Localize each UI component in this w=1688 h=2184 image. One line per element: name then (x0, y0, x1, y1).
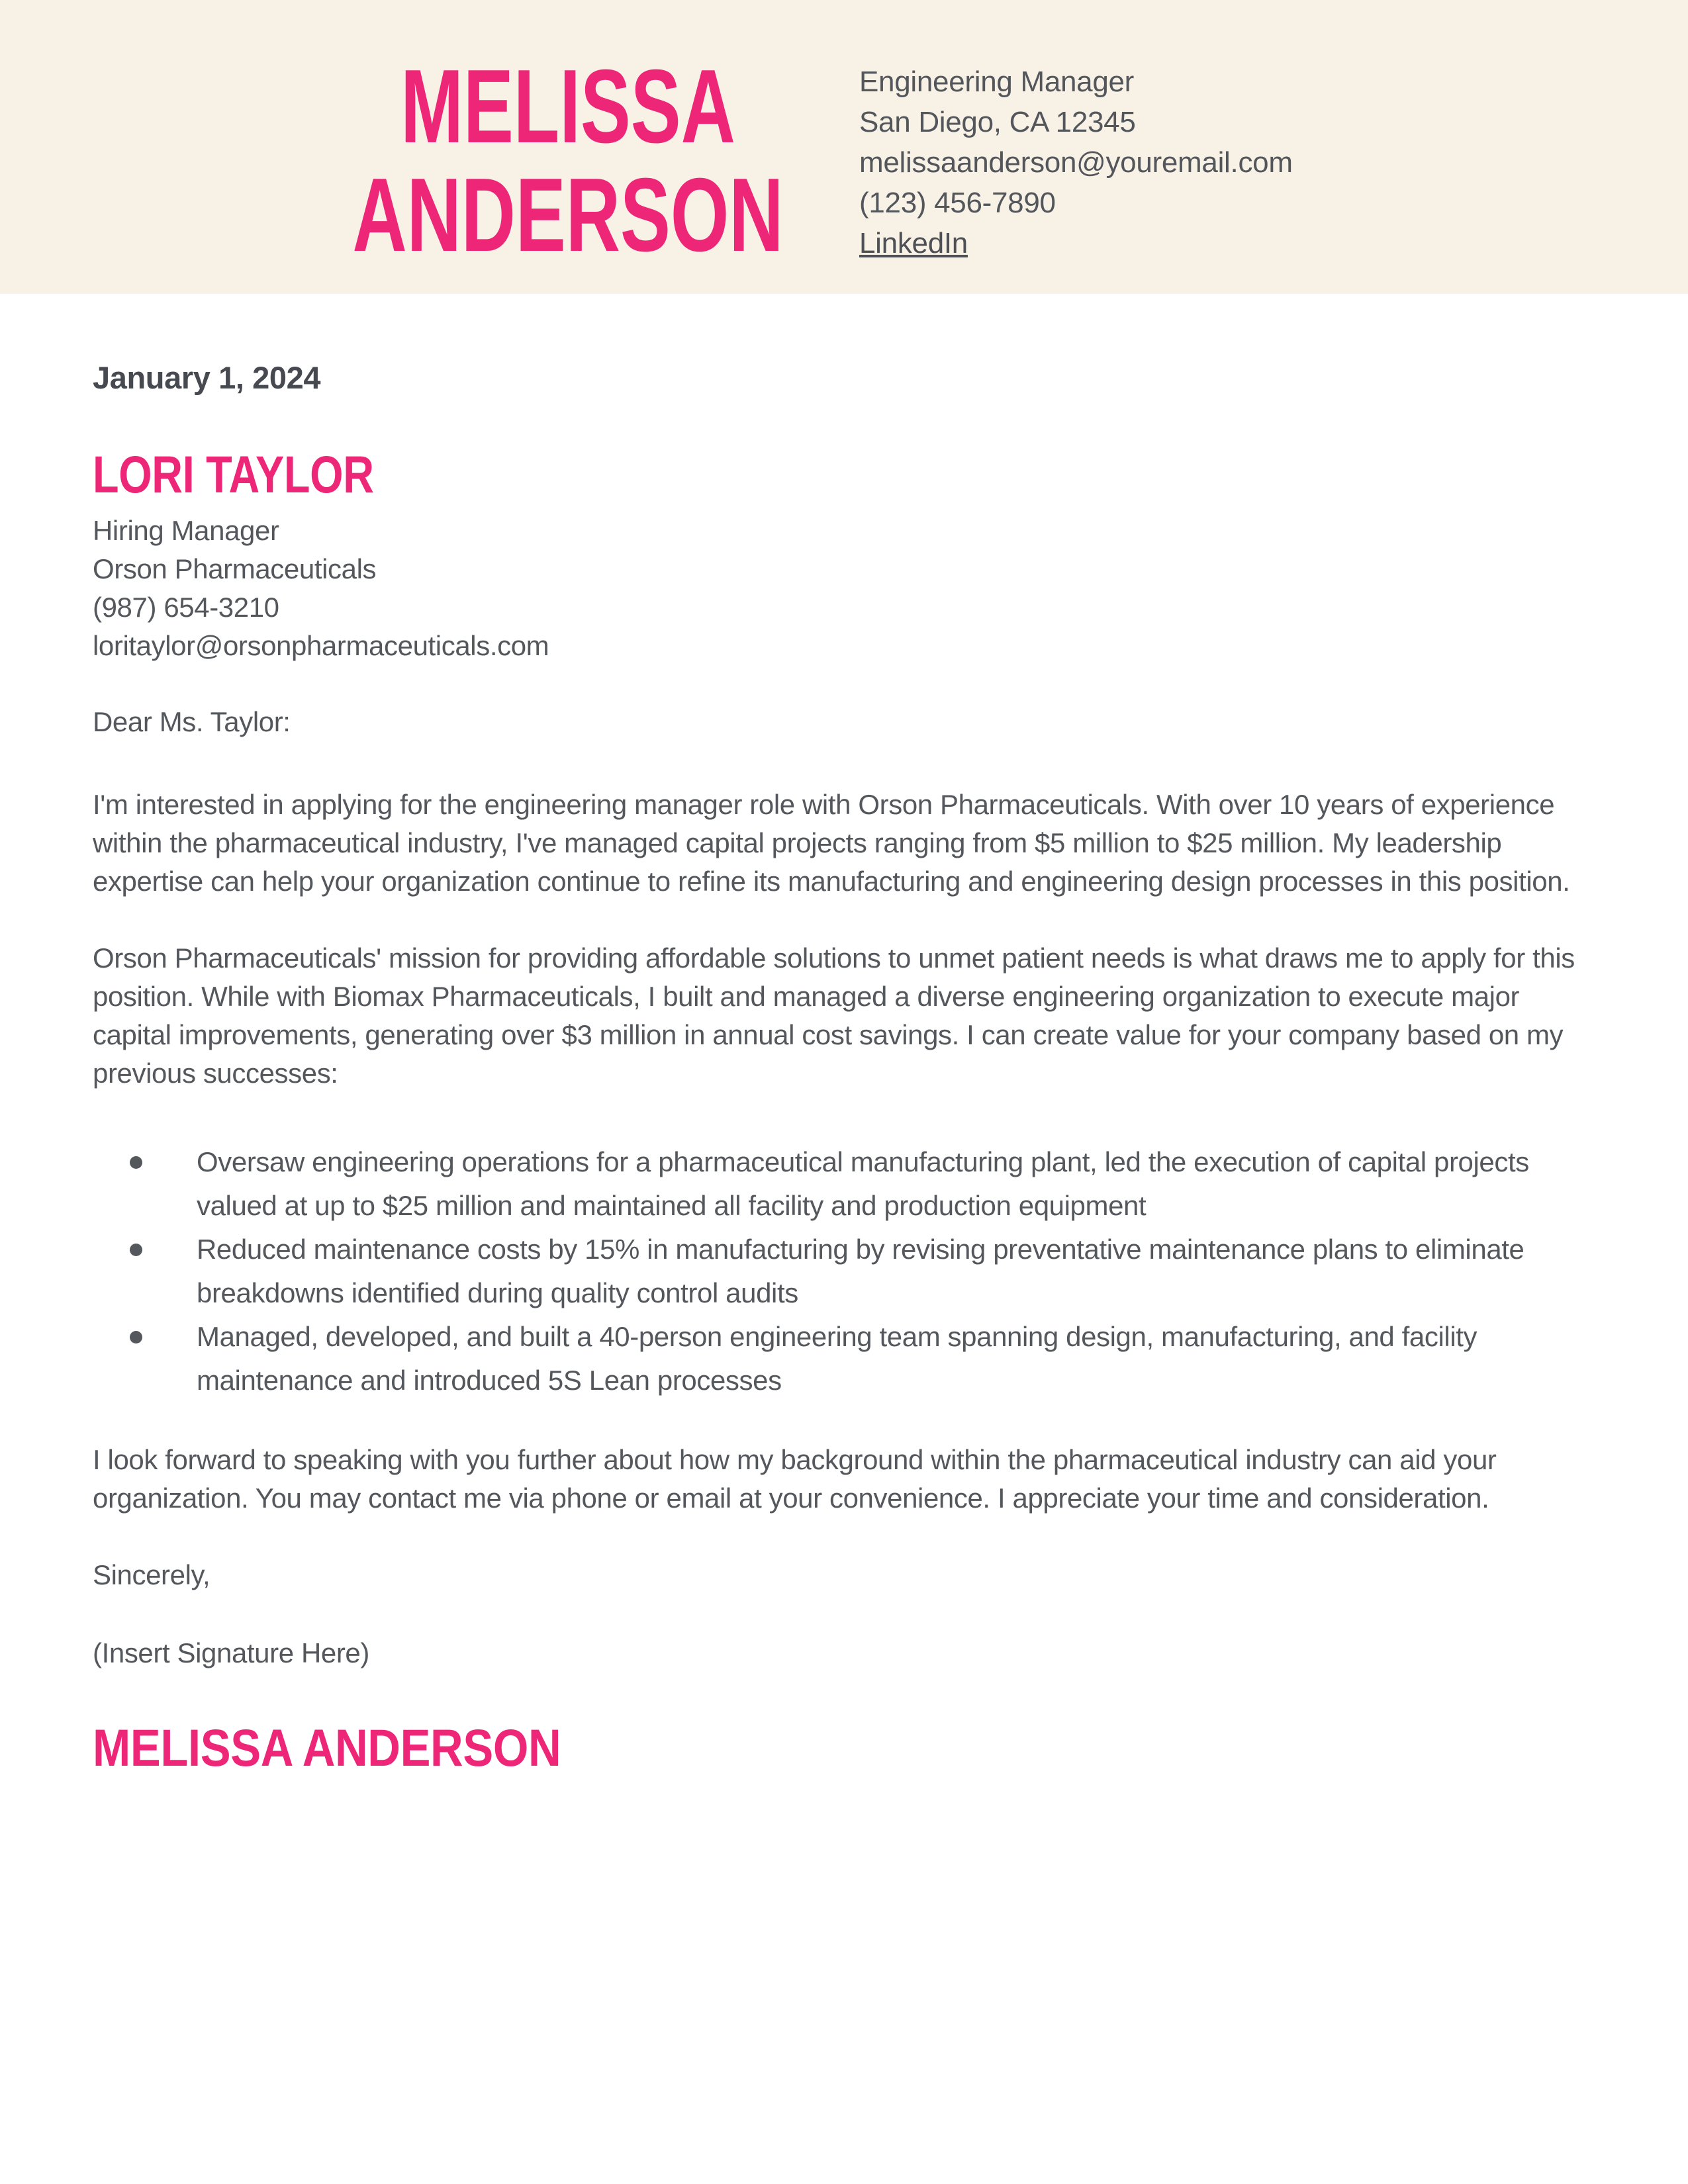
body-paragraph-2: Orson Pharmaceuticals' mission for providing affordable solutions to unmet patient needs is what draws me to apply for this position. While with Biomax Pharmaceuticals, I built and managed a diverse engineering organization to execute major capital improvements, generating over $3 million in annual cost savings. I can create value for your company based on my previous successes: (93, 942, 1575, 1089)
signature-name: MELISSA ANDERSON (93, 1718, 561, 1777)
applicant-name-line2: ANDERSON (352, 157, 784, 273)
body-paragraph-1: I'm interested in applying for the engineering manager role with Orson Pharmaceuticals. With over 10 years of experience within the pharmaceutical industry, I've managed capital projects ranging from $5 million to $25 million. My leadership expertise can help your organization continue to refine its manufacturing and engineering design processes in this position. (93, 789, 1570, 897)
recipient-name: LORI TAYLOR (93, 445, 374, 504)
contact-location: San Diego, CA 12345 (859, 106, 1136, 138)
closing-paragraph: I look forward to speaking with you further about how my background within the pharmaceutical industry can aid your organization. You may contact me via phone or email at your convenience. I appreciate your time and consideration. (93, 1444, 1497, 1514)
letter-body (0, 359, 1688, 1777)
salutation: Dear Ms. Taylor: (93, 706, 291, 737)
recipient-details (93, 512, 1595, 665)
signature-placeholder: (Insert Signature Here) (93, 1637, 369, 1668)
achievement-bullet-2: Reduced maintenance costs by 15% in manufacturing by revising preventative maintenance plans to eliminate breakdowns identified during quality control audits (197, 1228, 1595, 1315)
achievement-bullet-1: Oversaw engineering operations for a pharmaceutical manufacturing plant, led the execution of capital projects valued at up to $25 million and maintained all facility and production equipment (197, 1140, 1595, 1228)
recipient-email: loritaylor@orsonpharmaceuticals.com (93, 630, 549, 661)
recipient-company: Orson Pharmaceuticals (93, 553, 377, 584)
contact-block (859, 62, 1293, 263)
recipient-title: Hiring Manager (93, 515, 279, 546)
letterhead (0, 0, 1688, 294)
valediction: Sincerely, (93, 1559, 211, 1590)
contact-job-title: Engineering Manager (859, 66, 1135, 98)
linkedin-link[interactable]: LinkedIn (859, 227, 968, 259)
contact-phone: (123) 456-7890 (859, 187, 1056, 219)
applicant-name-line1: MELISSA (400, 48, 735, 165)
recipient-phone: (987) 654-3210 (93, 592, 279, 623)
contact-email: melissaanderson@youremail.com (859, 146, 1293, 179)
applicant-name (306, 48, 830, 273)
achievement-list (93, 1140, 1595, 1402)
letter-date: January 1, 2024 (93, 360, 321, 395)
achievement-bullet-3: Managed, developed, and built a 40-person engineering team spanning design, manufacturing, and facility maintenance and introduced 5S Lean processes (197, 1315, 1595, 1402)
